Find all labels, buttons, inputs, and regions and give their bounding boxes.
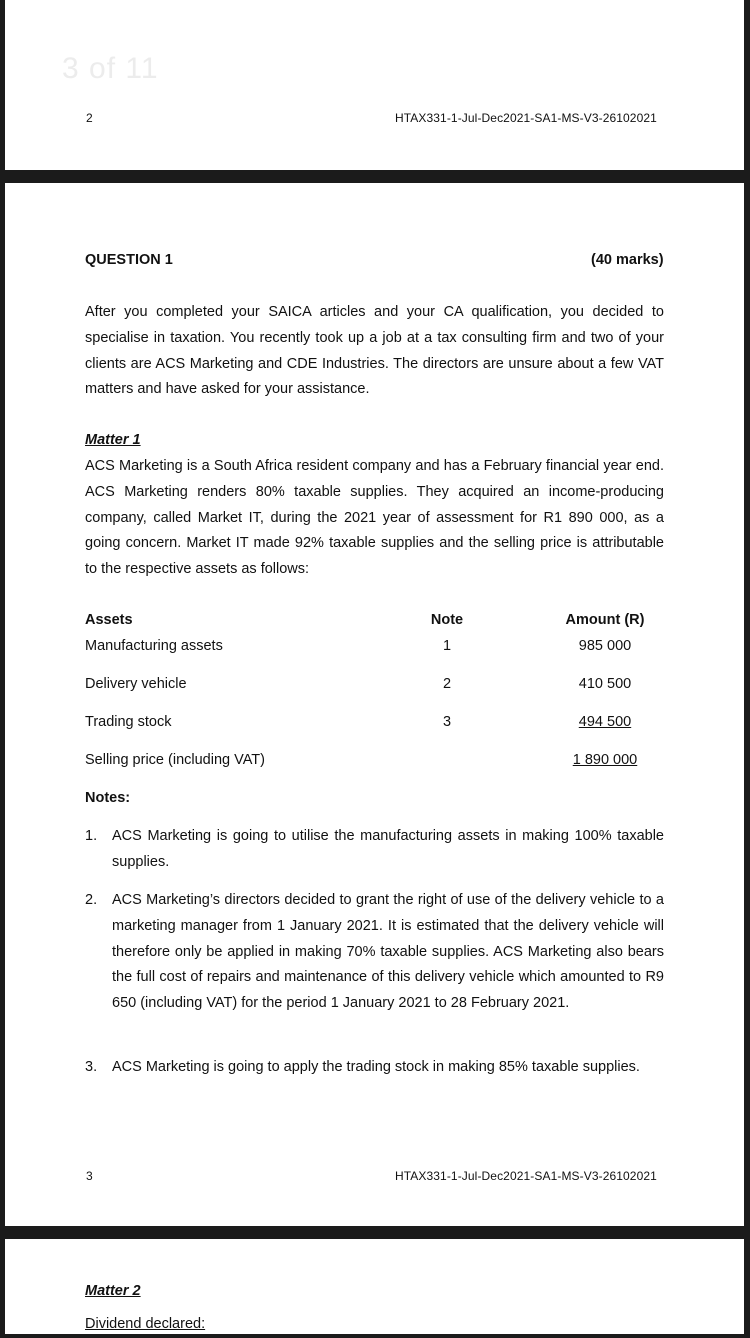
table-row-amount: 410 500 <box>578 676 632 692</box>
page-main <box>5 183 744 1226</box>
table-header-amount: Amount (R) <box>565 612 645 628</box>
table-row-note: 2 <box>442 676 452 692</box>
table-total-amount: 1 890 000 <box>572 752 638 768</box>
note-number: 2. <box>85 892 98 908</box>
table-row-asset: Delivery vehicle <box>85 676 187 692</box>
matter1-text: ACS Marketing is a South Africa resident company and has a February financial year end. ACS Marketing renders 80% taxable supplies. They acquired an income-producing company, called Market IT, during the 2021 year of assessment for R1 890 000, as a going concern. Market IT made 92% taxable supplies and the selling price is attributable to the respective assets as follows: <box>85 458 664 578</box>
table-header-note: Note <box>430 612 464 628</box>
footer-page-number: 2 <box>86 111 93 125</box>
footer-reference: HTAX331-1-Jul-Dec2021-SA1-MS-V3-26102021 <box>395 111 657 125</box>
note-text: ACS Marketing’s directors decided to grant the right of use of the delivery vehicle to a marketing manager from 1 January 2021. It is estimated that the delivery vehicle will therefore only be applied in making 70% taxable supplies. ACS Marketing also bears the full cost of repairs and maintenance of this delivery vehicle which amounted to R9 650 (including VAT) for the period 1 January 2021 to 28 February 2021. <box>112 892 664 1012</box>
matter2-subheading: Dividend declared: <box>85 1316 206 1332</box>
note-number: 1. <box>85 828 98 844</box>
footer-page-number: 3 <box>86 1169 93 1183</box>
note-text: ACS Marketing is going to apply the trading stock in making 85% taxable supplies. <box>112 1059 640 1075</box>
matter2-heading: Matter 2 <box>85 1283 141 1299</box>
table-header-assets: Assets <box>85 612 133 628</box>
table-row-amount: 985 000 <box>578 638 632 654</box>
note-number: 3. <box>85 1059 98 1075</box>
note-text: ACS Marketing is going to utilise the manufacturing assets in making 100% taxable supplies. <box>112 828 664 870</box>
question-title: QUESTION 1 <box>85 252 173 268</box>
footer-reference: HTAX331-1-Jul-Dec2021-SA1-MS-V3-26102021 <box>395 1169 657 1183</box>
table-row-asset: Manufacturing assets <box>85 638 223 654</box>
table-row-asset: Trading stock <box>85 714 172 730</box>
table-row-amount-cell <box>545 710 665 736</box>
table-total-amount-cell <box>545 748 665 774</box>
notes-heading: Notes: <box>85 790 131 806</box>
table-row-note: 1 <box>442 638 452 654</box>
question-intro: After you completed your SAICA articles and your CA qualification, you decided to specialise in taxation. You recently took up a job at a tax consulting firm and two of your clients are ACS Marketing and CDE Industries. The directors are unsure about a few VAT matters and have asked for your assistance. <box>85 304 664 398</box>
table-row-note: 3 <box>442 714 452 730</box>
page-fragment-top <box>5 0 744 170</box>
question-marks: (40 marks) <box>591 252 664 268</box>
matter1-heading: Matter 1 <box>85 432 141 448</box>
table-row-amount: 494 500 <box>578 714 632 730</box>
table-total-label: Selling price (including VAT) <box>85 752 265 768</box>
page-counter-watermark: 3 of 11 <box>62 52 159 85</box>
page-fragment-bottom <box>5 1239 744 1334</box>
